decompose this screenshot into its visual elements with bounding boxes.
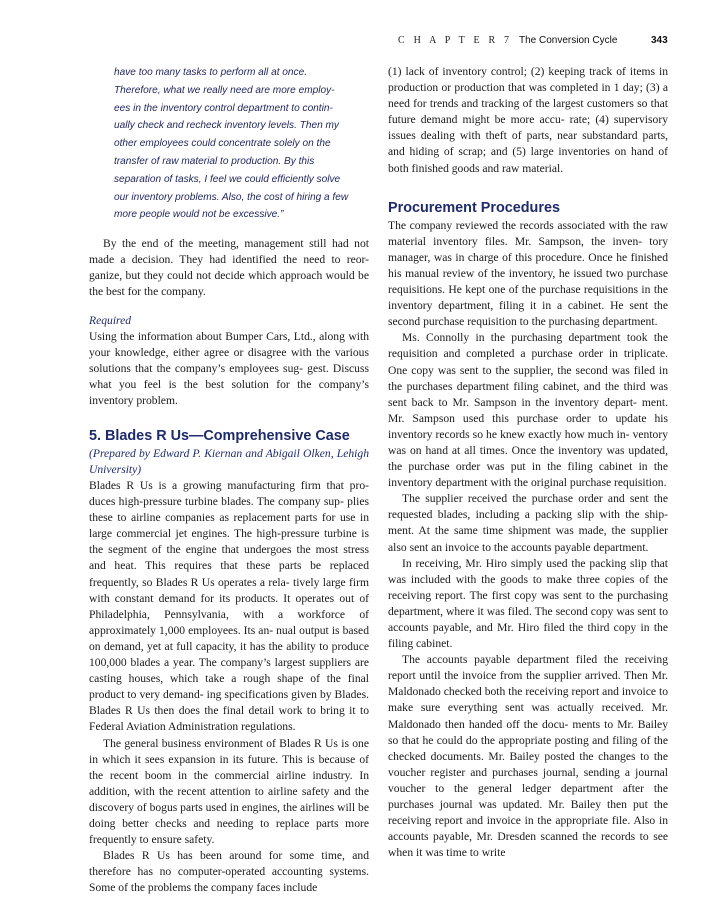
meeting-paragraph: By the end of the meeting, management still had not made a decision. They had identified the need to reor- ganize, but they could not decide which approach would be the best for the company.: [89, 237, 369, 299]
procurement-paragraph-5: The accounts payable department filed the receiving report until the invoice from the supplier arrived. Then Mr. Maldonado checked both the receiving report and invoice to make sure everything sent was actually received. Mr. Maldonado then handed off the docu- ments to Mr. Bailey so that he could do the appropriate posting and filing of the checked documents. Mr. Bailey posted the changes to the voucher register and purchases journal, sending a journal voucher to the general ledger department after the purchases journal was updated. Mr. Bailey then put the receiving report and invoice in the appropriate file. Also in accounts payable, Mr. Dresden scanned the records to see when it was time to write: [388, 653, 668, 860]
chapter-title: The Conversion Cycle: [519, 35, 618, 46]
page-number: 343: [651, 35, 668, 46]
procurement-paragraph-1: The company reviewed the records associated with the raw material inventory files. Mr. Sampson, the inven- tory manager, was in charge of this procedure. Once he finished his manual review of the inventory, he issued two purchase requisitions. He kept one of the purchase requisitions in the inventory department, filing it in a cabinet. He sent the second purchase requisition to the purchasing department.: [388, 218, 668, 329]
case-paragraph-1: Blades R Us is a growing manufacturing firm that pro- duces high-pressure turbine blades. The company sup- plies these to airline companies as replacement parts for use in large commercial jet engines. The high-pressure turbine is the segment of the engine that undergoes the most stress and heat. This requires that these parts be replaced frequently, so Blades R Us operates a rela- tively large firm with constant demand for its products. It operates out of Philadelphia, Pennsylvania, with a workforce of approximately 1,000 employees. Its an- nual output is based on demand, yet at full capacity, it has the ability to produce 100,000 blades a year. The company’s largest suppliers are casting houses, which take a rough shape of the final product to very demand- ing specifications given by Blades. Blades R Us then does the final detail work to bring it to Federal Aviation Administration regulations.: [89, 479, 369, 734]
case-paragraph-2: The general business environment of Blades R Us is one in which it sees expansion in its future. This is because of the recent boom in the commercial airline industry. In addition, with the recent attention to airline safety and the discovery of bogus parts used in engines, the airlines will be doing better checks and needing to replace parts more frequently to ensure safety.: [89, 736, 369, 847]
case-heading: 5. Blades R Us—Comprehensive Case: [89, 428, 350, 445]
problems-list-paragraph: (1) lack of inventory control; (2) keeping track of items in production or production that was completed in 1 day; (3) a need for trends and tracking of the largest customers so that future demand might be more accu- rate; (4) supervisory issues dealing with theft of parts, near substandard parts, and hiding of scrap; and (5) large inventories on hand of both finished goods and raw material.: [388, 65, 668, 175]
employee-quote: have too many tasks to perform all at once. Therefore, what we really need are more employ- ees in the inventory control department to contin- ually check and recheck inventory levels. Then my other employees could concentrate solely on the transfer of raw material to production. By this separation of tasks, I feel we could efficiently solve our inventory problems. Also, the cost of hiring a few more people would not be excessive.”: [114, 67, 349, 221]
procurement-paragraph-2: Ms. Connolly in the purchasing department took the requisition and completed a purchase order in triplicate. One copy was sent to the supplier, the second was filed in the purchases department filing cabinet, and the third was sent back to Mr. Sampson in the inventory depart- ment. Mr. Sampson used this purchase order to update his inventory records so he knew exactly how much in- ventory was on hand at all times. Once the inventory was updated, the purchase order was put in the filing cabinet in the inventory department with the original purchase requisition.: [388, 331, 668, 490]
procurement-paragraph-4: In receiving, Mr. Hiro simply used the packing slip that was included with the goods to make three copies of the receiving report. The first copy was sent to the purchasing department, where it was filed. The second copy was sent to accounts payable, and Mr. Hiro filed the third copy in the filing cabinet.: [388, 556, 668, 651]
procurement-paragraph-3: The supplier received the purchase order and sent the requested blades, including a packing slip with the ship- ment. At the same time shipment was made, the supplier also sent an invoice to the accounts payable department.: [388, 492, 668, 554]
left-column: [89, 64, 369, 896]
section-heading: Procurement Procedures: [388, 199, 560, 216]
case-paragraph-3: Blades R Us has been around for some time, and therefore has no computer-operated accounting systems. Some of the problems the company faces include: [89, 849, 369, 895]
case-byline: (Prepared by Edward P. Kiernan and Abigail Olken, Lehigh University): [89, 447, 369, 477]
running-header: [0, 35, 719, 49]
chapter-label: C H A P T E R 7: [398, 35, 513, 46]
required-text: Using the information about Bumper Cars, Ltd., along with your knowledge, either agree or disagree with the various solutions that the company’s employees sug- gest. Discuss what you feel is the best solution for the company’s inventory problem.: [89, 329, 369, 407]
required-label: Required: [89, 313, 132, 327]
right-column: [388, 64, 668, 861]
